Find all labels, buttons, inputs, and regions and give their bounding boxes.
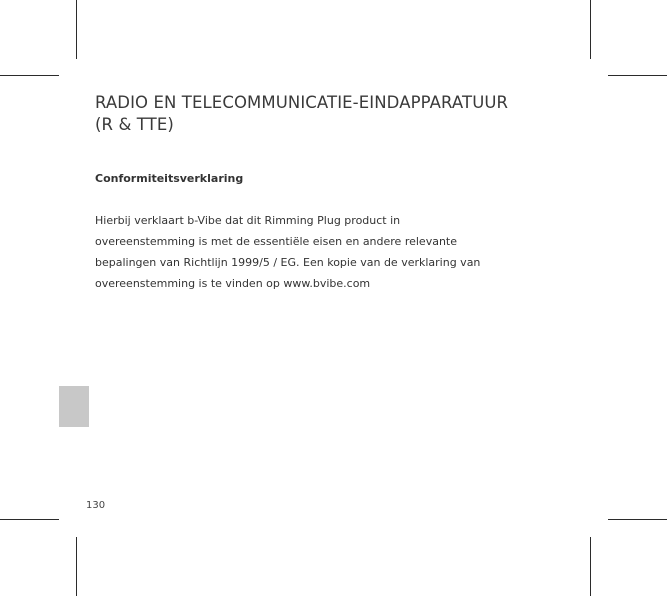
crop-mark-top-right-vertical — [590, 0, 591, 59]
crop-mark-top-left-horizontal — [0, 75, 59, 76]
page-title-line-1: RADIO EN TELECOMMUNICATIE-EINDAPPARATUUR — [95, 93, 509, 112]
body-paragraph — [95, 210, 535, 294]
crop-mark-top-left-vertical — [76, 0, 77, 59]
body-line-2: overeenstemming is met de essentiële eisen en andere relevante — [95, 235, 458, 248]
body-line-1: Hierbij verklaart b-Vibe dat dit Rimming Plug product in — [95, 214, 401, 227]
crop-mark-top-right-horizontal — [608, 75, 667, 76]
crop-mark-bottom-left-horizontal — [0, 519, 59, 520]
body-line-4: overeenstemming is te vinden op www.bvibe.com — [95, 277, 371, 290]
side-tab-marker — [59, 386, 89, 427]
crop-mark-bottom-right-horizontal — [608, 519, 667, 520]
page-number: 130 — [86, 500, 106, 511]
page-title — [95, 92, 565, 136]
section-heading: Conformiteitsverklaring — [95, 172, 244, 185]
crop-mark-bottom-right-vertical — [590, 537, 591, 596]
body-line-3: bepalingen van Richtlijn 1999/5 / EG. Een kopie van de verklaring van — [95, 256, 481, 269]
crop-mark-bottom-left-vertical — [76, 537, 77, 596]
page-title-line-2: (R & TTE) — [95, 115, 174, 134]
